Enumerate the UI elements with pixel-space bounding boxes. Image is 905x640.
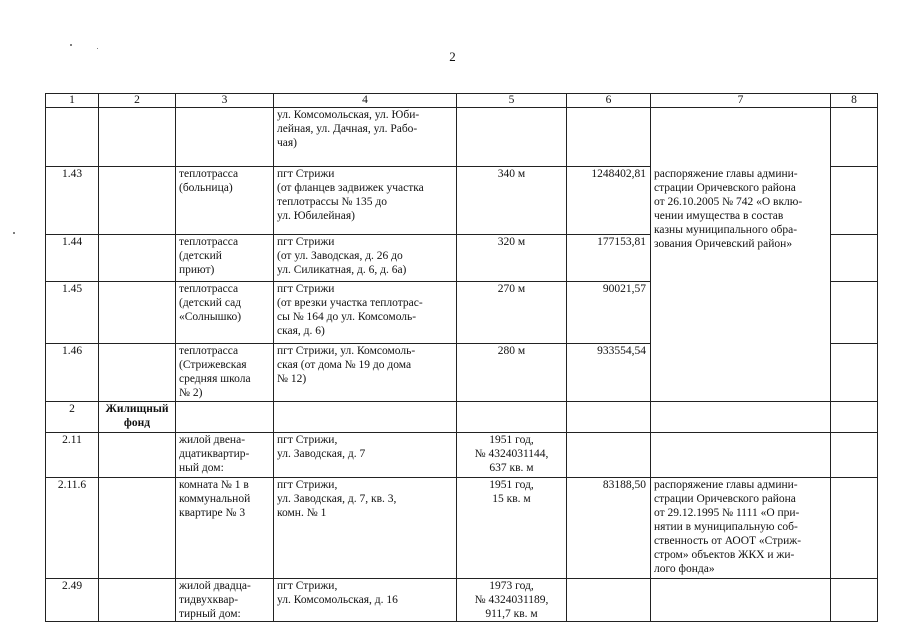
value xyxy=(567,402,651,433)
notes-cell xyxy=(831,235,878,282)
table-row xyxy=(46,579,878,622)
characteristics xyxy=(457,108,567,167)
property-register-table xyxy=(45,93,878,622)
value: 1248402,81 xyxy=(567,167,651,235)
notes-cell xyxy=(831,108,878,167)
row-number: 2.11.6 xyxy=(46,478,99,579)
notes-cell xyxy=(831,402,878,433)
value xyxy=(567,108,651,167)
header-cell: 6 xyxy=(567,94,651,108)
legal-basis-merged: распоряжение главы админи- страции Оричевского района от 26.10.2005 № 742 «О вклю- чении имущества в состав казны муниципального обра- зования Оричевский район» xyxy=(651,167,831,402)
legal-basis xyxy=(651,108,831,167)
category-cell xyxy=(99,282,176,344)
notes-cell xyxy=(831,167,878,235)
address: пгт Стрижи (от врезки участка теплотрас- сы № 164 до ул. Комсомоль- ская, д. 6) xyxy=(274,282,457,344)
header-cell: 1 xyxy=(46,94,99,108)
row-number: 1.44 xyxy=(46,235,99,282)
address: пгт Стрижи (от ул. Заводская, д. 26 до ул. Силикатная, д. 6, д. 6а) xyxy=(274,235,457,282)
object-name xyxy=(176,402,274,433)
category-cell xyxy=(99,344,176,402)
address: пгт Стрижи, ул. Заводская, д. 7 xyxy=(274,433,457,478)
value: 83188,50 xyxy=(567,478,651,579)
characteristics: 340 м xyxy=(457,167,567,235)
characteristics: 320 м xyxy=(457,235,567,282)
category-cell: Жилищный фонд xyxy=(99,402,176,433)
table-row xyxy=(46,167,878,235)
object-name xyxy=(176,108,274,167)
object-name: теплотрасса (больница) xyxy=(176,167,274,235)
legal-basis xyxy=(651,433,831,478)
category-cell xyxy=(99,433,176,478)
value xyxy=(567,433,651,478)
value: 90021,57 xyxy=(567,282,651,344)
scan-speck xyxy=(13,232,15,234)
notes-cell xyxy=(831,344,878,402)
address: пгт Стрижи, ул. Комсомоль- ская (от дома № 19 до дома № 12) xyxy=(274,344,457,402)
category-cell xyxy=(99,108,176,167)
row-number xyxy=(46,108,99,167)
characteristics: 1951 год, № 4324031144, 637 кв. м xyxy=(457,433,567,478)
category-cell xyxy=(99,579,176,622)
header-cell: 7 xyxy=(651,94,831,108)
characteristics: 280 м xyxy=(457,344,567,402)
scan-speck xyxy=(70,44,72,46)
row-number: 2.49 xyxy=(46,579,99,622)
notes-cell xyxy=(831,478,878,579)
legal-basis xyxy=(651,579,831,622)
characteristics: 1951 год, 15 кв. м xyxy=(457,478,567,579)
category-cell xyxy=(99,478,176,579)
object-name: теплотрасса (детский сад «Солнышко) xyxy=(176,282,274,344)
legal-basis: распоряжение главы админи- страции Оричевского района от 29.12.1995 № 1111 «О при- нятии в муниципальную соб- ственность от АООТ «Стриж- стром» объектов ЖКХ и жи- лого фонда» xyxy=(651,478,831,579)
characteristics xyxy=(457,402,567,433)
address: пгт Стрижи (от фланцев задвижек участка теплотрассы № 135 до ул. Юбилейная) xyxy=(274,167,457,235)
scan-speck xyxy=(97,48,98,49)
row-number: 1.45 xyxy=(46,282,99,344)
address: пгт Стрижи, ул. Заводская, д. 7, кв. 3, комн. № 1 xyxy=(274,478,457,579)
value: 177153,81 xyxy=(567,235,651,282)
category-cell xyxy=(99,235,176,282)
row-number: 2.11 xyxy=(46,433,99,478)
object-name: жилой двена- дцатиквартир- ный дом: xyxy=(176,433,274,478)
table-row xyxy=(46,108,878,167)
header-cell: 4 xyxy=(274,94,457,108)
notes-cell xyxy=(831,579,878,622)
header-cell: 2 xyxy=(99,94,176,108)
object-name: комната № 1 в коммунальной квартире № 3 xyxy=(176,478,274,579)
row-number: 1.46 xyxy=(46,344,99,402)
header-cell: 8 xyxy=(831,94,878,108)
category-cell xyxy=(99,167,176,235)
value: 933554,54 xyxy=(567,344,651,402)
row-number: 2 xyxy=(46,402,99,433)
page-number: 2 xyxy=(449,49,456,64)
object-name: жилой двадца- тидвухквар- тирный дом: xyxy=(176,579,274,622)
characteristics: 270 м xyxy=(457,282,567,344)
table-row xyxy=(46,433,878,478)
object-name: теплотрасса (детский приют) xyxy=(176,235,274,282)
row-number: 1.43 xyxy=(46,167,99,235)
address xyxy=(274,402,457,433)
notes-cell xyxy=(831,282,878,344)
header-cell: 3 xyxy=(176,94,274,108)
address: пгт Стрижи, ул. Комсомольская, д. 16 xyxy=(274,579,457,622)
header-row xyxy=(46,94,878,108)
legal-basis xyxy=(651,402,831,433)
address: ул. Комсомольская, ул. Юби- лейная, ул. Дачная, ул. Рабо- чая) xyxy=(274,108,457,167)
object-name: теплотрасса (Стрижевская средняя школа № 2) xyxy=(176,344,274,402)
table-row xyxy=(46,402,878,433)
notes-cell xyxy=(831,433,878,478)
characteristics: 1973 год, № 4324031189, 911,7 кв. м xyxy=(457,579,567,622)
value xyxy=(567,579,651,622)
table-row xyxy=(46,478,878,579)
header-cell: 5 xyxy=(457,94,567,108)
